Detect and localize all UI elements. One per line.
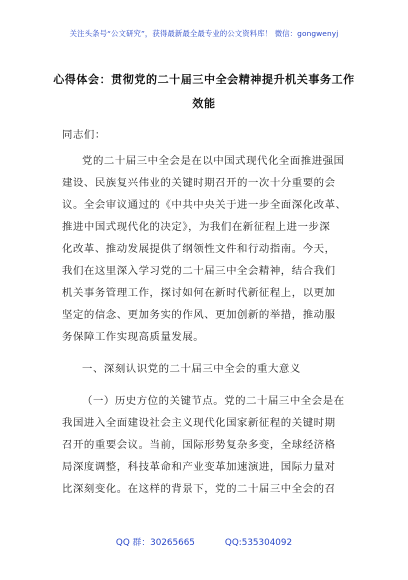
paragraph-line: 推进中国式现代化的决定》，为我们在新征程上进一步深 — [62, 221, 331, 233]
document-title-line-2: 效能 — [192, 97, 216, 110]
paragraph-line: 我们在这里深入学习党的二十届三中全会精神，结合我们 — [62, 265, 336, 277]
paragraph-line: 我国进入全面建设社会主义现代化国家新征程的关键时期 — [62, 417, 336, 429]
paragraph-line: 局深度调整，科技革命和产业变革加速演进，国际力量对 — [62, 461, 336, 473]
page-header: 关注头条号“公文研究”，获得最新最全最专业的公文资料库！ 微信：gongwenyj — [69, 29, 339, 38]
paragraph-line: 比深刻变化。在这样的背景下，党的二十届三中全会的召 — [62, 483, 336, 495]
paragraph-line: 议。全会审议通过的《中共中央关于进一步全面深化改革、 — [62, 199, 347, 211]
footer-qq-group: QQ 群：30265665 — [115, 538, 195, 548]
paragraph-line: 务保障工作实现高质量发展。 — [62, 331, 205, 343]
paragraph-line: 机关事务管理工作，探讨如何在新时代新征程上，以更加 — [62, 287, 336, 299]
greeting: 同志们： — [62, 129, 106, 141]
paragraph-line: 化改革、推动发展提供了纲领性文件和行动指南。今天， — [62, 243, 336, 255]
document-title-line-1: 心得体会：贯彻党的二十届三中全会精神提升机关事务工作 — [53, 73, 355, 86]
paragraph-line: 坚定的信念、更加务实的作风、更加创新的举措，推动服 — [62, 309, 336, 321]
paragraph-line: 党的二十届三中全会是在以中国式现代化全面推进强国 — [82, 155, 345, 167]
footer-qq: QQ:535304092 — [224, 538, 293, 548]
section-heading: 一、深刻认识党的二十届三中全会的重大意义 — [82, 363, 301, 375]
page-footer — [0, 535, 408, 548]
paragraph-line: （一）历史方位的关键节点。党的二十届三中全会是在 — [82, 395, 345, 407]
paragraph-line: 召开的重要会议。当前，国际形势复杂多变，全球经济格 — [62, 439, 336, 451]
paragraph-line: 建设、民族复兴伟业的关键时期召开的一次十分重要的会 — [62, 177, 336, 189]
